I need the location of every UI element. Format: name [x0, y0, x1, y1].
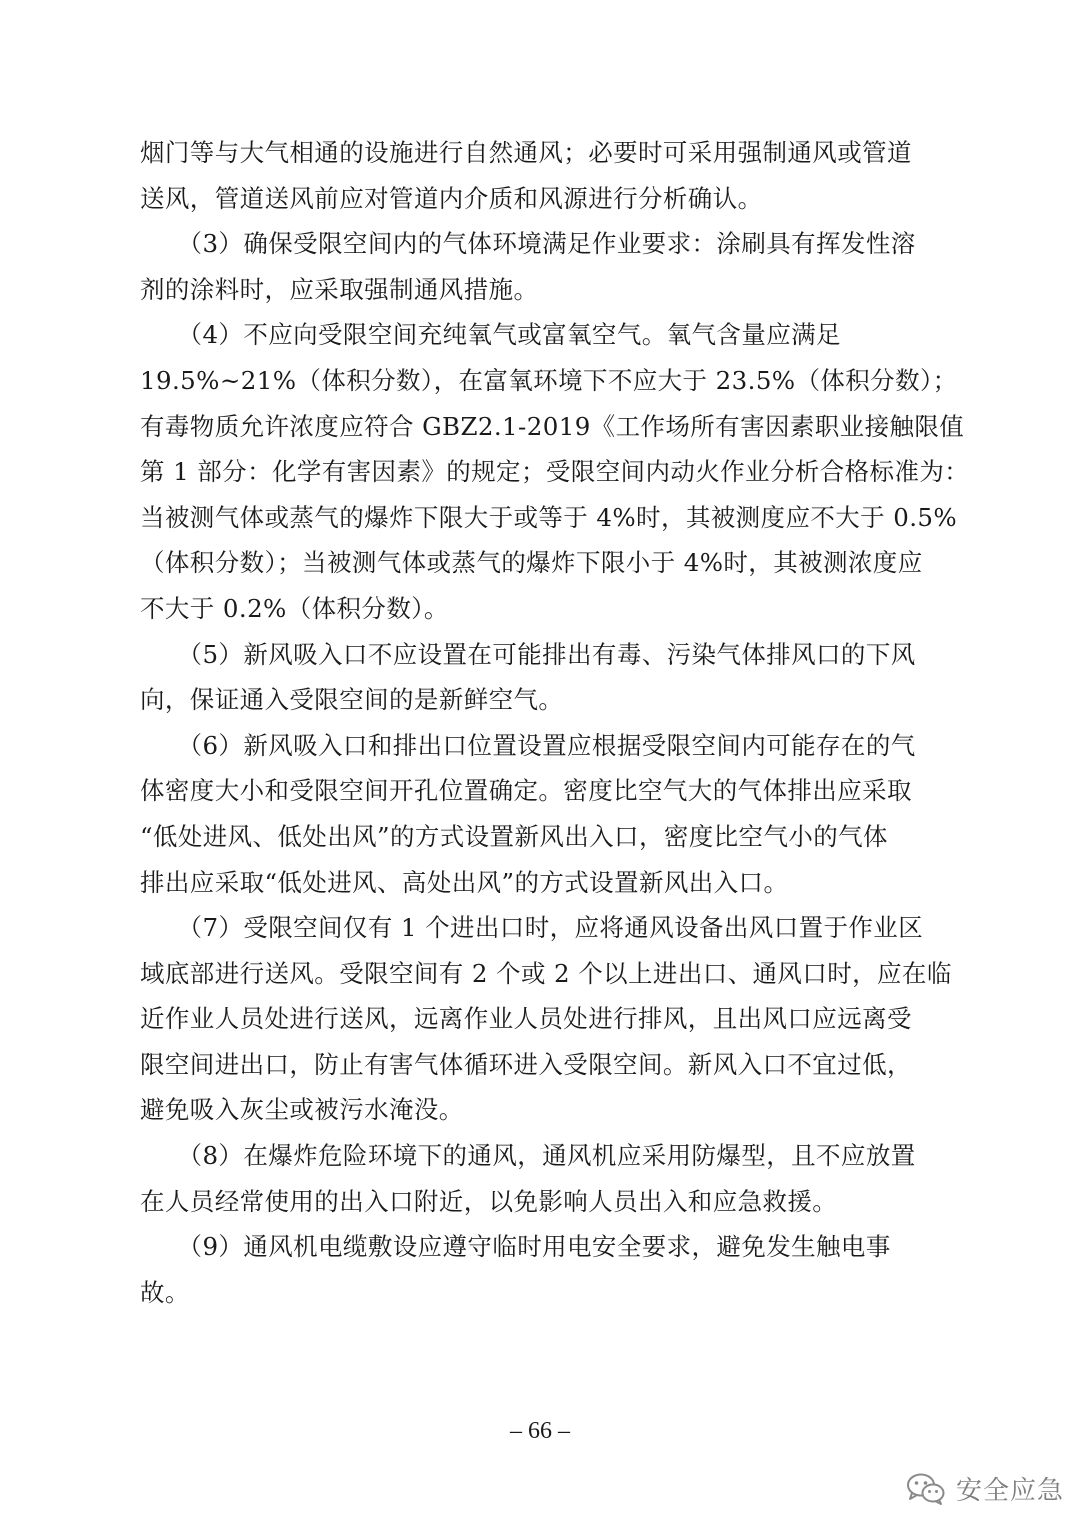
- text-line: （3）确保受限空间内的气体环境满足作业要求：涂刷具有挥发性溶: [140, 229, 916, 259]
- text-line: 向，保证通入受限空间的是新鲜空气。: [140, 685, 564, 715]
- text-line: 故。: [140, 1277, 190, 1307]
- text-line: （体积分数）；当被测气体或蒸气的爆炸下限小于 4%时，其被测浓度应: [140, 548, 923, 578]
- text-line: 域底部进行送风。受限空间有 2 个或 2 个以上进出口、通风口时，应在临: [140, 958, 952, 988]
- watermark-text: 安全应急: [956, 1476, 1065, 1506]
- text-line: 第 1 部分：化学有害因素》的规定；受限空间内动火作业分析合格标准为：: [140, 457, 970, 487]
- text-line: 送风，管道送风前应对管道内介质和风源进行分析确认。: [140, 183, 763, 213]
- text-line: 烟门等与大气相通的设施进行自然通风；必要时可采用强制通风或管道: [140, 138, 912, 167]
- text-line: 近作业人员处进行送风，远离作业人员处进行排风，且出风口应远离受: [140, 1004, 912, 1034]
- text-line: 体密度大小和受限空间开孔位置确定。密度比空气大的气体排出应采取: [140, 776, 912, 806]
- text-line: （8）在爆炸危险环境下的通风，通风机应采用防爆型，且不应放置: [140, 1141, 916, 1171]
- wechat-icon: [906, 1472, 946, 1506]
- text-line: 剂的涂料时，应采取强制通风措施。: [140, 274, 539, 304]
- text-line: “低处进风、低处出风”的方式设置新风出入口，密度比空气小的气体: [140, 821, 888, 851]
- text-line: （6）新风吸入口和排出口位置设置应根据受限空间内可能存在的气: [140, 730, 916, 760]
- body-text: [140, 130, 970, 1315]
- text-line: （9）通风机电缆敷设应遵守临时用电安全要求，避免发生触电事: [140, 1232, 891, 1262]
- watermark: [906, 1470, 1064, 1507]
- text-line: 避免吸入灰尘或被污水淹没。: [140, 1095, 464, 1125]
- text-line: 在人员经常使用的出入口附近，以免影响人员出入和应急救援。: [140, 1186, 838, 1216]
- text-line: 不大于 0.2%（体积分数）。: [140, 593, 449, 623]
- text-line: （7）受限空间仅有 1 个进出口时，应将通风设备出风口置于作业区: [140, 913, 924, 943]
- page-number: – 66 –: [510, 1418, 570, 1444]
- text-line: 限空间进出口，防止有害气体循环进入受限空间。新风入口不宜过低，: [140, 1049, 912, 1079]
- text-line: （5）新风吸入口不应设置在可能排出有毒、污染气体排风口的下风: [140, 639, 916, 669]
- text-line: 19.5%~21%（体积分数），在富氧环境下不应大于 23.5%（体积分数）；: [140, 365, 958, 395]
- text-line: 当被测气体或蒸气的爆炸下限大于或等于 4%时，其被测度应不大于 0.5%: [140, 502, 958, 532]
- text-line: 有毒物质允许浓度应符合 GBZ2.1-2019《工作场所有害因素职业接触限值: [140, 411, 965, 441]
- text-line: 排出应采取“低处进风、高处出风”的方式设置新风出入口。: [140, 867, 789, 897]
- text-line: （4）不应向受限空间充纯氧气或富氧空气。氧气含量应满足: [140, 320, 841, 350]
